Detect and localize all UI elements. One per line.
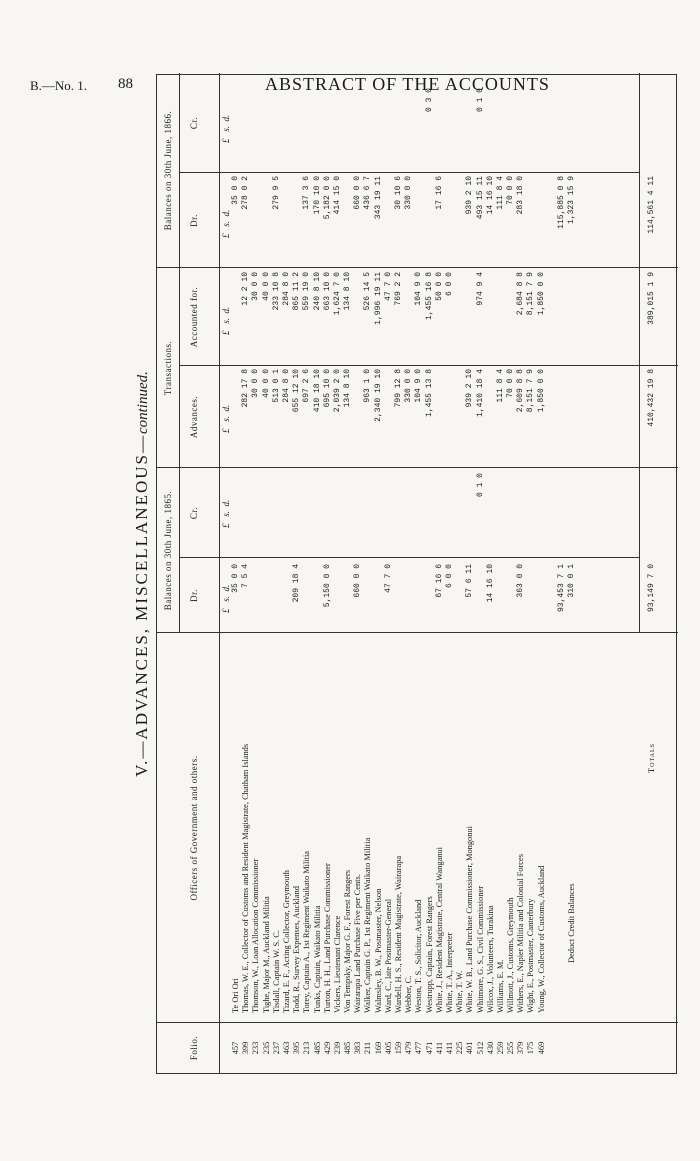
cell-acc: 2,684 8 8 (516, 272, 526, 316)
cell-adv: 30 0 0 (251, 369, 261, 398)
cell-folio: 383 (353, 1041, 363, 1055)
cell-adv: 8,151 7 9 (526, 369, 536, 413)
table-row (537, 73, 547, 1073)
transactions-header: Transactions. (163, 340, 173, 396)
table-row (302, 73, 312, 1073)
page-ref: B.—No. 1. (30, 78, 88, 93)
cell-folio: 159 (394, 1041, 403, 1055)
table-row (353, 73, 363, 1073)
cell-name: Westrupp, Captain, Forest Rangers (424, 896, 434, 1013)
cell-acc: 974 9 4 (475, 272, 485, 306)
table-row (374, 73, 384, 1073)
cell-name: Walker, Captain G. P., 1st Regiment Waikato Militia (363, 837, 373, 1013)
cell-acc: 8,151 7 9 (526, 272, 536, 316)
cell-dr66: 414 15 0 (332, 176, 342, 215)
cell-dr65: 7 5 4 (241, 564, 251, 589)
cell-acc: 1,996 19 11 (373, 272, 383, 325)
cell-dr66: 939 2 10 (465, 176, 475, 215)
cell-adv: 2,039 2 0 (332, 369, 342, 413)
cell-acc: 284 8 0 (281, 272, 291, 306)
cell-dr65: 209 18 4 (292, 564, 302, 603)
table-row (251, 73, 261, 1073)
cell-folio: 485 (312, 1041, 322, 1055)
table-row (363, 73, 373, 1073)
cell-acc: 559 19 0 (302, 272, 312, 311)
cell-name: Tisdall, Captain W. S. C. (271, 930, 281, 1013)
table-row (496, 73, 506, 1073)
cell-folio: 379 (516, 1041, 526, 1055)
cell-cr66: 0 1 0 (475, 88, 485, 113)
cell-name: White, T. A., Interpreter (444, 932, 454, 1013)
subtotal-dr65: 93,453 7 1 (556, 564, 566, 613)
cell-dr65: 660 0 0 (353, 564, 363, 598)
cell-adv: 104 9 0 (414, 369, 424, 403)
cell-acc: 1,624 7 0 (332, 272, 342, 316)
cell-name: White, T. W. (455, 970, 465, 1013)
advances-table (156, 74, 677, 1074)
cell-acc: 1,455 16 8 (424, 272, 434, 321)
cell-name: Todd, R., Survey Expenses, Auckland (292, 886, 302, 1013)
totals-label: Totals (647, 743, 656, 773)
cell-adv: 1,410 18 4 (475, 369, 485, 418)
cell-folio: 485 (343, 1041, 353, 1055)
accounted-header: Accounted for. (189, 286, 199, 348)
table-row (231, 73, 241, 1073)
cell-cr65: 0 1 0 (475, 473, 485, 498)
deduct-dr65: 310 0 1 (566, 564, 576, 598)
cell-name: Willmott, J., Customs, Greymouth (506, 897, 516, 1013)
cell-name: Von Tempsky, Major G. F., Forest Rangers (343, 869, 353, 1013)
cell-dr65: 67 16 6 (434, 564, 444, 598)
table-row (526, 73, 536, 1073)
cell-adv: 284 8 0 (281, 369, 291, 403)
cell-acc: 240 8 10 (312, 272, 322, 311)
section-title: V.—ADVANCES, MISCELLANEOUS—continued. (132, 371, 151, 777)
cell-acc: 40 0 0 (261, 272, 271, 301)
totals-row (645, 73, 659, 1073)
cell-adv: 1,455 13 8 (424, 369, 434, 418)
subtotal-row (557, 73, 567, 1073)
cell-name: Te Ori Ori (231, 978, 240, 1013)
cell-name: Wairarapa Land Purchase Five per Cents. (353, 874, 363, 1013)
table-row (262, 73, 272, 1073)
totals-dr65: 93,149 7 0 (647, 564, 656, 613)
cell-name: Wilcox, J., Volunteers, Turakina (485, 905, 495, 1013)
cell-adv: 655 12 10 (292, 369, 302, 413)
cell-adv: 799 12 8 (394, 369, 403, 408)
cell-dr66: 330 0 0 (404, 176, 414, 210)
table-row (343, 73, 353, 1073)
cell-name: Wight, E., Postmaster, Canterbury (526, 898, 536, 1013)
totals-accounted: 389,015 1 9 (647, 272, 656, 325)
cell-name: Young, W., Collector of Customs, Auckland (536, 865, 546, 1013)
cell-acc: 47 7 0 (383, 272, 393, 301)
cell-name: Williams, E. M. (495, 959, 505, 1013)
cell-dr66: 111 8 4 (495, 176, 505, 210)
cell-adv: 330 0 0 (404, 369, 414, 403)
cell-name: Tizard, E. F., Acting Collector, Greymouth (281, 870, 291, 1013)
cell-name: Weston, T. S., Solicitor, Auckland (414, 899, 424, 1013)
table-row (486, 73, 496, 1073)
cell-name: Webber, C. (404, 975, 414, 1013)
cell-adv: 513 0 1 (271, 369, 281, 403)
cell-folio: 469 (536, 1041, 546, 1055)
cell-dr66: 30 10 6 (394, 176, 403, 210)
cell-dr65: 6 0 0 (444, 564, 454, 589)
table-row (241, 73, 251, 1073)
totals-dr66: 114,561 4 11 (647, 176, 656, 234)
cell-acc: 233 10 8 (271, 272, 281, 311)
table-row (445, 73, 455, 1073)
cell-folio: 395 (292, 1041, 302, 1055)
table-body (231, 73, 577, 1073)
cell-acc: 526 14 5 (363, 272, 373, 311)
table-row (323, 73, 333, 1073)
table-row (414, 73, 424, 1073)
cell-adv: 939 2 10 (465, 369, 475, 408)
cell-adv: 695 10 0 (322, 369, 332, 408)
cell-folio: 213 (302, 1041, 312, 1055)
table-row (425, 73, 435, 1073)
cell-name: Torey, Captain A., 1st Regiment Waikato Militia (302, 850, 312, 1013)
cell-dr66: 70 0 0 (506, 176, 516, 205)
table-row (476, 73, 486, 1073)
table-row (516, 73, 526, 1073)
rotated-table-region (132, 74, 677, 1074)
cell-adv: 111 8 4 (495, 369, 505, 403)
cell-dr65: 363 0 0 (516, 564, 526, 598)
cell-folio: 471 (424, 1041, 434, 1055)
cell-folio: 457 (231, 1041, 240, 1055)
cell-folio: 169 (373, 1041, 383, 1055)
cell-name: Withers, E., Napier Militia and Colonial Forces (516, 854, 526, 1013)
dr-1865-header: Dr. (189, 589, 199, 602)
subtotal-dr66: 115,885 0 8 (556, 176, 566, 229)
table-row (506, 73, 516, 1073)
cell-name: Turton, H. H., Land Purchase Commissioner (322, 863, 332, 1013)
cell-folio: 225 (455, 1041, 465, 1055)
cell-dr66: 283 18 0 (516, 176, 526, 215)
cell-name: Thomson, W., Loan Allocation Commissioner (251, 858, 261, 1013)
cell-name: Whitmore, G. S., Civil Commissioner (475, 885, 485, 1013)
cell-dr66: 14 16 10 (485, 176, 495, 215)
cell-dr65: 5,150 0 0 (322, 564, 332, 608)
cell-acc: 50 0 0 (434, 272, 444, 301)
cell-acc: 769 2 2 (394, 272, 403, 306)
table-row (292, 73, 302, 1073)
cell-folio: 429 (322, 1041, 332, 1055)
folio-header: Folio. (189, 1035, 199, 1061)
cell-folio: 175 (526, 1041, 536, 1055)
page-number: 88 (118, 76, 133, 92)
cell-acc: 12 2 10 (241, 272, 251, 306)
cell-folio: 237 (271, 1041, 281, 1055)
cell-folio: 463 (281, 1041, 291, 1055)
cell-adv: 410 18 10 (312, 369, 322, 413)
cell-dr66: 17 16 6 (434, 176, 444, 210)
cell-dr66: 278 0 2 (241, 176, 251, 210)
cell-dr65: 14 16 10 (485, 564, 495, 603)
cell-name: Vickers, Lieutenant Clarence (332, 915, 342, 1013)
units-dr65: £ s. d. (221, 584, 231, 613)
cell-dr66: 137 3 6 (302, 176, 312, 210)
balances-1865-header: Balances on 30th June, 1865. (163, 490, 173, 611)
dr-1866-header: Dr. (189, 214, 199, 227)
cell-adv: 1,850 0 0 (536, 369, 546, 413)
table-row (394, 73, 404, 1073)
units-adv: £ s. d. (221, 404, 231, 433)
cell-dr66: 660 0 0 (353, 176, 363, 210)
cell-adv: 2,609 8 8 (516, 369, 526, 413)
table-row (384, 73, 394, 1073)
cell-folio: 430 (485, 1041, 495, 1055)
cell-dr66: 493 15 11 (475, 176, 485, 220)
cell-acc: 134 8 10 (343, 272, 353, 311)
cell-folio: 479 (404, 1041, 414, 1055)
deduct-dr66: 1,323 15 9 (566, 176, 576, 225)
cell-dr66: 5,182 0 0 (322, 176, 332, 220)
cell-name: Thomas, W. E., Collector of Customs and Resident Magistrate, Chatham Islands (241, 743, 251, 1013)
cell-folio: 477 (414, 1041, 424, 1055)
cell-acc: 663 10 0 (322, 272, 332, 311)
deduct-row (567, 73, 577, 1073)
cell-acc: 104 9 0 (414, 272, 424, 306)
cell-name: Tighe, Major M., Auckland Militia (261, 896, 271, 1013)
cell-dr65: 57 6 11 (465, 564, 475, 598)
page-title: ABSTRACT OF THE ACCOUNTS (265, 74, 550, 94)
totals-advances: 410,432 19 8 (647, 369, 656, 427)
cell-dr66: 436 6 7 (363, 176, 373, 210)
cell-name: Tunks, Captain, Waikato Militia (312, 905, 322, 1013)
cell-acc: 30 0 0 (251, 272, 261, 301)
cell-adv: 70 0 0 (506, 369, 516, 398)
cell-folio: 235 (261, 1041, 271, 1055)
cell-adv: 2,340 19 10 (373, 369, 383, 422)
cell-folio: 411 (434, 1041, 444, 1055)
cell-adv: 40 0 0 (261, 369, 271, 398)
cell-folio: 233 (251, 1041, 261, 1055)
cell-cr66: 0 3 0 (424, 88, 434, 113)
cr-1865-header: Cr. (189, 506, 199, 520)
cell-folio: 239 (332, 1041, 342, 1055)
cell-name: White, J., Resident Magistrate, Central Wanganui (434, 847, 444, 1013)
advances-header: Advances. (189, 395, 199, 439)
cell-folio: 255 (506, 1041, 516, 1055)
deduct-label: Deduct Credit Balances (566, 883, 576, 963)
table-row (272, 73, 282, 1073)
cell-adv: 697 2 6 (302, 369, 312, 403)
cell-acc: 6 0 0 (444, 272, 454, 297)
cell-name: Wardell, H. S., Resident Magistrate, Wairarapa (394, 855, 403, 1013)
cell-dr66: 279 9 5 (271, 176, 281, 210)
cell-dr66: 343 19 11 (373, 176, 383, 220)
units-cr66: £ s. d. (221, 114, 231, 143)
cell-adv: 282 17 8 (241, 369, 251, 408)
cell-acc: 865 11 2 (292, 272, 302, 311)
cell-folio: 405 (383, 1041, 393, 1055)
cell-name: White, W. B., Land Purchase Commissioner, Mongonui (465, 826, 475, 1013)
table-row (435, 73, 445, 1073)
table-row (404, 73, 414, 1073)
table-row (455, 73, 465, 1073)
cell-folio: 411 (444, 1041, 454, 1055)
table-row (282, 73, 292, 1073)
cell-dr66: 170 10 0 (312, 176, 322, 215)
cell-folio: 401 (465, 1041, 475, 1055)
units-cr65: £ s. d. (221, 499, 231, 528)
units-acc: £ s. d. (221, 306, 231, 335)
table-row (313, 73, 323, 1073)
cell-folio: 211 (363, 1041, 373, 1055)
cell-name: Walmsley, B. W., Postmaster, Nelson (373, 888, 383, 1013)
cell-dr65: 47 7 0 (383, 564, 393, 593)
cell-folio: 512 (475, 1041, 485, 1055)
cell-dr65: 35 0 0 (231, 564, 240, 593)
table-row (333, 73, 343, 1073)
officers-header: Officers of Government and others. (189, 755, 199, 901)
table-row (465, 73, 475, 1073)
cell-dr66: 35 0 0 (231, 176, 240, 205)
cell-acc: 1,850 0 0 (536, 272, 546, 316)
cr-1866-header: Cr. (189, 116, 199, 130)
cell-name: Ward, C., late Postmaster-General (383, 898, 393, 1013)
cell-folio: 399 (241, 1041, 251, 1055)
cell-adv: 134 8 10 (343, 369, 353, 408)
cell-folio: 259 (495, 1041, 505, 1055)
balances-1866-header: Balances on 30th June, 1866. (163, 110, 173, 231)
units-dr66: £ s. d. (221, 209, 231, 238)
cell-adv: 963 1 0 (363, 369, 373, 403)
